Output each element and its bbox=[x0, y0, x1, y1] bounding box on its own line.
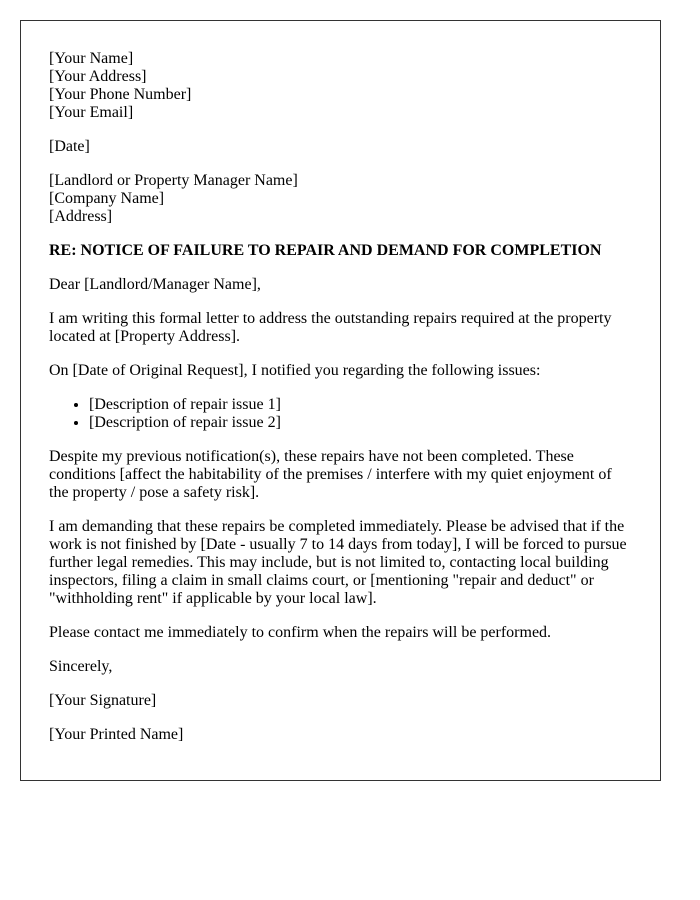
recipient-block bbox=[49, 172, 632, 226]
repair-issues-list bbox=[49, 396, 632, 432]
demand-paragraph: I am demanding that these repairs be completed immediately. Please be advised that if the work is not finished by [Date - usually 7 to 14 days from today], I will be forced to pursue further legal remedies. This may include, but is not limited to, contacting local building inspectors, filing a claim in small claims court, or [mentioning "repair and deduct" or "withholding rent" if applicable by your local law]. bbox=[49, 518, 627, 607]
subject-heading: RE: NOTICE OF FAILURE TO REPAIR AND DEMAND FOR COMPLETION bbox=[49, 242, 602, 259]
letter-date: [Date] bbox=[49, 138, 90, 155]
valediction: Sincerely, bbox=[49, 658, 113, 675]
printed-name-line: [Your Printed Name] bbox=[49, 726, 184, 743]
sender-phone: [Your Phone Number] bbox=[49, 86, 192, 103]
recipient-company: [Company Name] bbox=[49, 190, 165, 207]
signature-line: [Your Signature] bbox=[49, 692, 157, 709]
notification-paragraph: On [Date of Original Request], I notified you regarding the following issues: bbox=[49, 362, 541, 379]
sender-address: [Your Address] bbox=[49, 68, 147, 85]
sender-name: [Your Name] bbox=[49, 50, 134, 67]
intro-paragraph: I am writing this formal letter to address the outstanding repairs required at the property located at [Property Address]. bbox=[49, 310, 612, 345]
salutation: Dear [Landlord/Manager Name], bbox=[49, 276, 261, 293]
sender-block bbox=[49, 50, 632, 122]
recipient-address: [Address] bbox=[49, 208, 113, 225]
list-item: • [Description of repair issue 2] bbox=[89, 414, 632, 432]
recipient-name: [Landlord or Property Manager Name] bbox=[49, 172, 298, 189]
conditions-paragraph: Despite my previous notification(s), these repairs have not been completed. These conditions [affect the habitability of the premises / interfere with my quiet enjoyment of the property / pose a safety risk]. bbox=[49, 448, 612, 501]
list-item: • [Description of repair issue 1] bbox=[89, 396, 632, 414]
sender-email: [Your Email] bbox=[49, 104, 134, 121]
contact-paragraph: Please contact me immediately to confirm when the repairs will be performed. bbox=[49, 624, 552, 641]
letter-document bbox=[20, 20, 661, 781]
